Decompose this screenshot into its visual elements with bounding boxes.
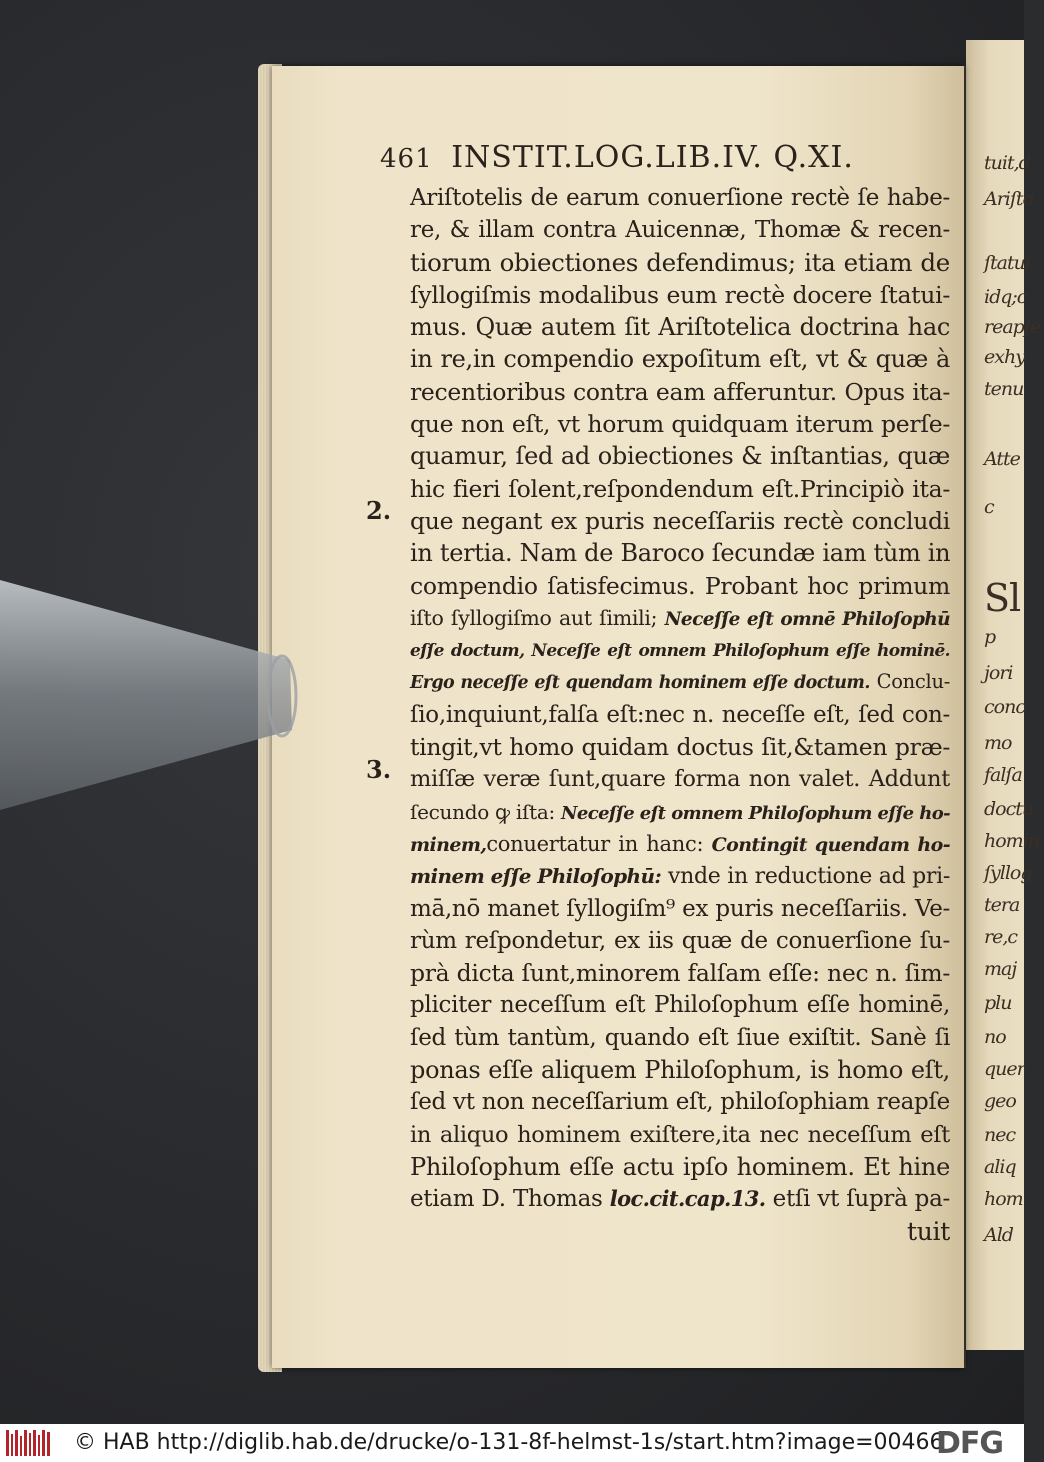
catchword: tuit <box>907 1216 950 1246</box>
text-line: ponas eſſe aliquem Philoſophum, is homo eſt, <box>410 1056 950 1085</box>
facing-fragment: no <box>984 1026 1006 1048</box>
facing-fragment: falſa <box>984 764 1022 786</box>
text-line: etiam D. Thomas loc.cit.cap.13. etſi vt ſuprà pa- <box>410 1186 950 1213</box>
copyright-url[interactable]: © HAB http://diglib.hab.de/drucke/o-131-8f-helmst-1s/start.htm?image=00466 <box>74 1430 944 1455</box>
facing-fragment: aliq <box>984 1156 1016 1178</box>
text-line: minem,conuertatur in hanc: Contingit quendam ho- <box>410 831 950 856</box>
text-line: minem eſſe Philoſophū: vnde in reductione ad pri- <box>410 864 951 890</box>
page-number: 461 <box>380 144 433 174</box>
header-title: INSTIT.LOG.LIB.IV. Q.XI. <box>451 140 854 175</box>
text-line: eſſe doctum, Neceſſe eſt omnem Philoſophum eſſe hominē. <box>410 641 950 662</box>
facing-fragment: c <box>984 496 994 518</box>
margin-number: 3. <box>366 755 392 784</box>
facing-fragment: Atte <box>984 448 1020 470</box>
running-header <box>380 140 920 175</box>
text-line: rùm reſpondetur, ex iis quæ de conuerſione ſu- <box>410 927 950 954</box>
text-line: quamur, ſed ad obiectiones & inſtantias, quæ <box>410 442 950 471</box>
facing-fragment: reapſe <box>984 316 1041 338</box>
text-line: mus. Quæ autem ſit Ariſtotelica doctrina hac <box>410 313 950 342</box>
dfg-logo: DFG <box>936 1426 1004 1461</box>
facing-fragment: re,c <box>984 926 1018 948</box>
facing-fragment: hom <box>984 1188 1023 1210</box>
facing-fragment: plu <box>984 992 1012 1014</box>
facing-fragment: Ariſto <box>984 188 1033 210</box>
text-line: tiorum obiectiones defendimus; ita etiam de <box>410 247 950 277</box>
facing-fragment: Ald <box>984 1224 1013 1246</box>
facing-page <box>966 40 1041 1350</box>
text-line: ſio,inquiunt,falſa eſt:nec n. neceſſe eſt, ſed con- <box>410 701 950 728</box>
text-line: que negant ex puris neceſſariis rectè concludi <box>410 506 950 535</box>
facing-fragment: Sl <box>984 576 1021 620</box>
facing-fragment: maj <box>984 958 1017 980</box>
text-line: prà dicta ſunt,minorem falſam eſſe: nec n. ſim- <box>410 959 950 988</box>
text-line: mā,nō manet ſyllogiſm⁹ ex puris neceſſariis. Ve- <box>410 895 950 922</box>
text-line: pliciter neceſſum eſt Philoſophum eſſe hominē, <box>410 992 950 1019</box>
text-line: iſto ſyllogiſmo aut ſimili; Neceſſe eſt omnē Philoſophū <box>410 605 950 630</box>
facing-fragment: ſtatui <box>984 252 1030 274</box>
text-line: Philoſophum eſſe actu ipſo hominem. Et hine <box>410 1152 950 1181</box>
text-line: in aliquo hominem exiſtere,ita nec neceſſum eſt <box>410 1121 950 1148</box>
barcode-icon <box>6 1430 50 1456</box>
text-line: ſed vt non neceſſarium eſt, philoſophiam reapſe <box>410 1089 950 1116</box>
text-line: ſecundo ꝙ iſta: Neceſſe eſt omnem Philoſophum eſſe ho- <box>410 799 951 824</box>
text-line: tingit,vt homo quidam doctus ſit,&tamen præ- <box>410 733 950 762</box>
facing-fragment: doctu <box>984 798 1034 820</box>
facing-fragment: conc <box>984 696 1025 718</box>
text-line: in re,in compendio expoſitum eſt, vt & quæ à <box>410 345 950 374</box>
text-line: que non eſt, vt horum quidquam iterum perſe- <box>410 410 950 439</box>
text-line: miſſæ veræ ſunt,quare forma non valet. Addunt <box>410 766 950 793</box>
text-line: in tertia. Nam de Baroco ſecundæ iam tùm in <box>410 539 951 568</box>
page-holder-clip <box>0 560 300 820</box>
facing-fragment: tera <box>984 894 1020 916</box>
margin-number: 2. <box>366 496 392 525</box>
text-line: Ariſtotelis de earum conuerſione rectè ſe habe- <box>410 185 950 211</box>
text-line: ſed tùm tantùm, quando eſt ſiue exiſtit. Sanè ſi <box>410 1024 950 1051</box>
facing-fragment: nec <box>984 1124 1016 1146</box>
facing-fragment: quer <box>984 1058 1025 1080</box>
text-line: recentioribus contra eam afferuntur. Opus ita- <box>410 377 950 406</box>
facing-fragment: geo <box>984 1090 1016 1112</box>
text-line: hic fieri ſolent,reſpondendum eſt.Principiò ita- <box>410 474 950 503</box>
text-line: Ergo neceſſe eſt quendam hominem eſſe doctum. Conclu- <box>410 670 950 694</box>
footer-bar <box>0 1424 1024 1462</box>
text-line: re, & illam contra Auicennæ, Thomæ & recen- <box>410 217 950 244</box>
body-text <box>410 182 950 1248</box>
facing-fragment: mo <box>984 732 1012 754</box>
facing-fragment: homin <box>984 830 1040 852</box>
facing-fragment: exhy <box>984 346 1025 368</box>
text-line: compendio ſatisfecimus. Probant hoc primum <box>410 571 950 600</box>
facing-fragment: tuit,d <box>984 152 1030 174</box>
facing-fragment: tenu <box>984 378 1024 400</box>
facing-fragment: jori <box>984 662 1013 684</box>
facing-fragment: idq;c <box>984 286 1027 308</box>
facing-fragment: ſyllog <box>984 862 1032 884</box>
text-line: ſyllogiſmis modalibus eum rectè docere ſtatui- <box>410 280 950 309</box>
facing-fragment: p <box>984 626 996 648</box>
